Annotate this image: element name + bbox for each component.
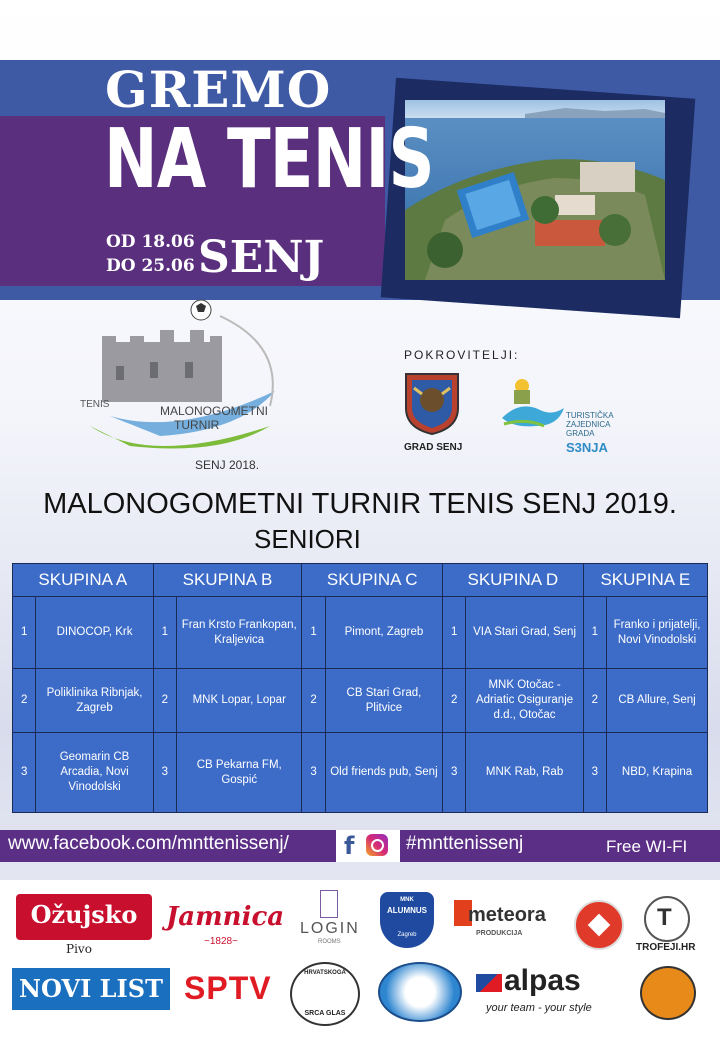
facebook-icon[interactable]: f — [344, 832, 355, 860]
login-sub: ROOMS — [318, 939, 341, 945]
groups-header-row — [13, 564, 708, 597]
tourist-board-text — [566, 411, 614, 438]
team-cell: Geomarin CB Arcadia, Novi Vinodolski — [36, 733, 153, 813]
team-badge-icon — [640, 966, 696, 1020]
logo-small-label: TENIS — [80, 399, 110, 410]
facebook-link[interactable]: www.facebook.com/mnttenissenj/ — [8, 833, 289, 854]
tz-line2: ZAJEDNICA — [566, 420, 611, 429]
grad-senj-crest — [402, 370, 462, 436]
team-cell: Pimont, Zagreb — [325, 597, 442, 669]
team-cell: Franko i prijatelji, Novi Vinodolski — [607, 597, 708, 669]
team-cell: Poliklinika Ribnjak, Zagreb — [36, 669, 153, 733]
headline-city: SENJ — [198, 232, 325, 283]
tz-line3: GRADA — [566, 429, 595, 438]
hashtag: #mnttenissenj — [406, 833, 524, 854]
srca-glas-badge: HRVATSKOGA SRCA GLAS — [290, 962, 360, 1026]
ozujsko-logo: Ožujsko — [16, 894, 152, 940]
row-number: 1 — [13, 597, 36, 669]
table-row — [13, 733, 708, 813]
headline-na-tenis: NA TENIS — [104, 112, 434, 207]
row-number: 2 — [443, 669, 466, 733]
logo-name-line2: TURNIR — [174, 418, 220, 432]
team-cell: CB Pekarna FM, Gospić — [177, 733, 302, 813]
meteora-logo: meteora — [468, 904, 546, 926]
row-number: 1 — [583, 597, 606, 669]
groups-table — [12, 563, 708, 813]
patrons-label: POKROVITELJI: — [404, 348, 520, 362]
row-number: 1 — [443, 597, 466, 669]
team-cell: DINOCOP, Krk — [36, 597, 153, 669]
logo-year: SENJ 2018. — [195, 458, 260, 472]
team-cell: NBD, Krapina — [607, 733, 708, 813]
row-number: 3 — [583, 733, 606, 813]
team-cell: Old friends pub, Senj — [325, 733, 442, 813]
social-icons — [336, 830, 400, 862]
grad-senj-label: GRAD SENJ — [404, 442, 463, 453]
wave-logo — [378, 962, 462, 1022]
logo-name-line1: MALONOGOMETNI — [160, 404, 269, 418]
group-header-b: SKUPINA B — [153, 564, 302, 597]
group-header-d: SKUPINA D — [443, 564, 584, 597]
alpas-icon — [476, 974, 502, 992]
group-header-a: SKUPINA A — [13, 564, 154, 597]
row-number: 3 — [443, 733, 466, 813]
sptv-logo: SPTV — [184, 970, 272, 1006]
row-number: 2 — [583, 669, 606, 733]
jamnica-sub: ~1828~ — [204, 936, 238, 947]
date-from: OD 18.06 — [106, 232, 195, 252]
aerial-photo — [405, 100, 665, 280]
row-number: 3 — [13, 733, 36, 813]
page-title: MALONOGOMETNI TURNIR TENIS SENJ 2019. — [43, 488, 677, 520]
team-cell: CB Stari Grad, Plitvice — [325, 669, 442, 733]
trofeji-icon: T — [644, 896, 690, 942]
team-cell: MNK Otočac - Adriatic Osiguranje d.d., Otočac — [466, 669, 583, 733]
instagram-icon[interactable] — [366, 834, 388, 856]
alumnus-badge: MNK ALUMNUS Zagreb — [380, 892, 434, 948]
row-number: 1 — [153, 597, 176, 669]
meteora-sub: PRODUKCIJA — [476, 930, 523, 937]
date-to: DO 25.06 — [106, 256, 195, 276]
team-cell: MNK Lopar, Lopar — [177, 669, 302, 733]
wifi-label: Free WI-FI — [606, 837, 688, 856]
table-row — [13, 669, 708, 733]
login-icon — [320, 890, 338, 918]
row-number: 1 — [302, 597, 325, 669]
tourist-board-logo — [500, 374, 570, 444]
football-icon — [574, 900, 624, 950]
ozujsko-sub: Pivo — [66, 942, 92, 956]
alpas-logo: alpas — [504, 964, 581, 997]
group-header-c: SKUPINA C — [302, 564, 443, 597]
row-number: 3 — [302, 733, 325, 813]
alpas-tagline: your team - your style — [486, 1002, 592, 1014]
trofeji-logo: TROFEJI.HR — [636, 942, 696, 953]
novi-list-logo: NOVI LIST — [12, 968, 170, 1010]
tz-line1: TURISTIČKA — [566, 411, 614, 420]
row-number: 2 — [13, 669, 36, 733]
row-number: 2 — [153, 669, 176, 733]
team-cell: CB Allure, Senj — [607, 669, 708, 733]
tournament-logo — [70, 296, 290, 476]
group-header-e: SKUPINA E — [583, 564, 707, 597]
row-number: 2 — [302, 669, 325, 733]
table-row — [13, 597, 708, 669]
team-cell: Fran Krsto Frankopan, Kraljevica — [177, 597, 302, 669]
team-cell: MNK Rab, Rab — [466, 733, 583, 813]
login-logo: LOGIN — [300, 920, 360, 937]
row-number: 3 — [153, 733, 176, 813]
team-cell: VIA Stari Grad, Senj — [466, 597, 583, 669]
headline-gremo: GREMO — [105, 60, 332, 119]
tz-senja: S3NJA — [566, 440, 608, 455]
jamnica-logo: Jamnica — [166, 902, 285, 932]
page-subtitle: SENIORI — [254, 524, 361, 554]
